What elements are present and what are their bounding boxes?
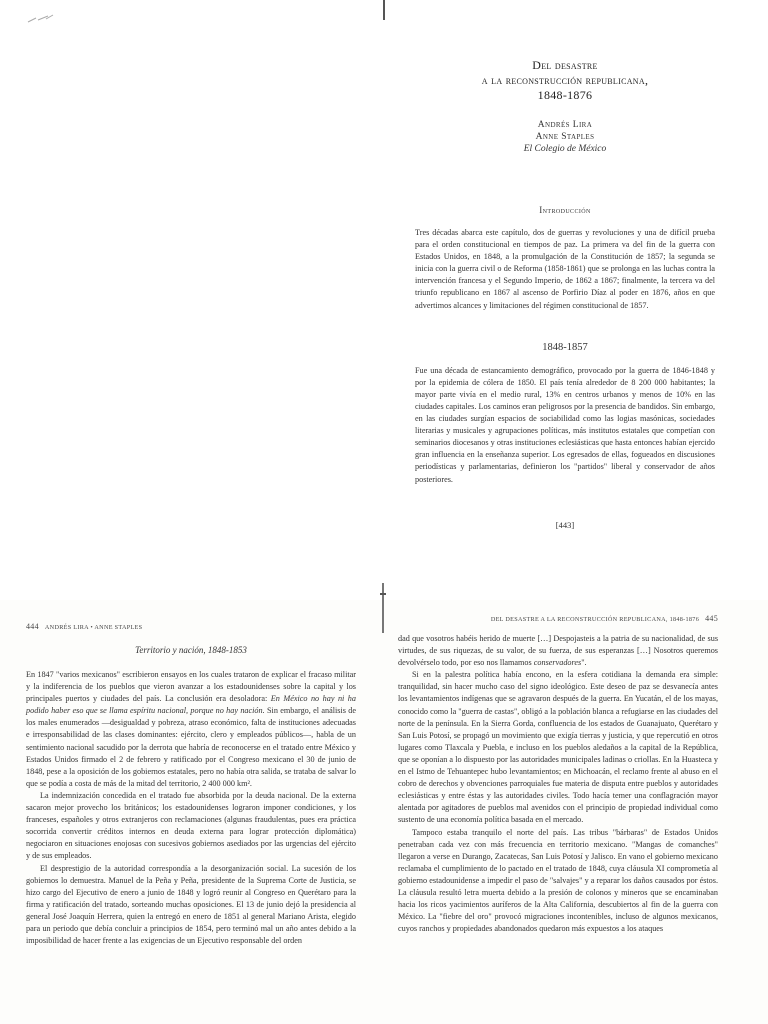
- right-page: [398, 614, 718, 935]
- left-page-body: [26, 669, 356, 947]
- page-number: [443]: [555, 519, 575, 530]
- text-run: Sin embargo, el análisis de los males enumerados —desigualdad y pobreza, atraso económico, falta de instituciones adecuadas e irresponsabilidad de las clases dominantes: ejército, clero y empleados públicos—, habla de un sentimiento nacional sacudido por la derrota que habría de reconocerse en el tratado entre México y Estados Unidos firmado el 2 de febrero y ratificado por el Congreso mexicano el 30 de junio de 1848, pese a la oposición de los gobiernos estatales, pero no había otra salida, se trataba de salvar lo que se podía a costa de más de la mitad del territorio, 2 400 000 km².: [26, 706, 356, 788]
- gutter-fold: [382, 583, 384, 633]
- paragraph: Fue una década de estancamiento demográfico, provocado por la guerra de 1846-1848 y por la epidemia de cólera de 1850. El país tenía alrededor de 8 200 000 habitantes; la mayor parte vivía en el medio rural, 13% en centros urbanos y menos de 10% en las ciudades capitales. Los caminos eran peligrosos por la presencia de bandidos. Sin embargo, en las ciudades surgían espacios de sociabilidad como las logias masónicas, sociedades literarias y musicales y agrupaciones políticas, más institutos estatales que competían con seminarios diocesanos y otras instituciones eclesiásticas que hasta entonces habían ejercido gran influencia en la enseñanza superior. Los egresados de ellas, fogueados en discusiones periodísticas y parlamentarias, definieron los "partidos" liberal y conservador de años posteriores.: [415, 365, 715, 484]
- section-paragraph: [415, 365, 715, 486]
- chapter-opening: [415, 58, 715, 530]
- text-run: dad que vosotros habéis herido de muerte […] Despojasteis a la patria de su nacionalidad, de sus virtudes, de sus riquezas, de su valor, de su fuerza, de sus esperanzas […] Nosotros queremos devolvérselo todo, por eso nos llamamos: [398, 634, 718, 668]
- gutter-tick: [380, 593, 386, 595]
- introduction-paragraph: [415, 227, 715, 312]
- paragraph: [26, 669, 356, 790]
- chapter-title: [415, 58, 715, 103]
- left-page: [26, 622, 356, 947]
- italic-text-run: En México no hay ni ha podido haber eso que se llama espíritu nacional, porque no hay nación.: [26, 694, 356, 716]
- author-name: Andrés Lira: [537, 120, 593, 130]
- introduction-heading: Introducción: [539, 205, 591, 215]
- pencil-mark-icon: [26, 12, 56, 26]
- chapter-title-line-1: Del desastre: [532, 58, 598, 72]
- text-run: ".: [581, 658, 587, 668]
- subsection-heading: Territorio y nación, 1848-1853: [135, 645, 247, 655]
- paragraph: Tampoco estaba tranquilo el norte del país. Las tribus "bárbaras" de Estados Unidos penetraban cada vez con más frecuencia en territorio mexicano. "Mangas de comanches" llegaron a verse en Durango, Zacatecas, San Luis Potosí y Jalisco. En vano el gobierno mexicano reclamaba el cumplimiento de lo pactado en el tratado de 1848, cuya cláusula XI comprometía al gobierno estadounidense a impedir el paso de "salvajes" y a reparar los daños causados por éstos. La cláusula resultó letra muerta debido a la presión de colonos y mineros que se encaminaban hacia los ricos yacimientos auríferos de la Alta California, descubiertos al fin de la guerra con México. La "fiebre del oro" provocó migraciones incontenibles, incluso de algunos mexicanos, cuyos ranchos y propiedades abandonados quedaron más expuestos a los ataques: [398, 827, 718, 934]
- page-number: 445: [705, 614, 718, 623]
- author-affiliation: El Colegio de México: [523, 144, 607, 154]
- paragraph: El desprestigio de la autoridad correspondía a la desorganización social. La sucesión de los gobiernos lo demuestra. Manuel de la Peña y Peña, presidente de la Suprema Corte de Justicia, se hizo cargo del Ejecutivo de enero a junio de 1848 y logró reunir al Congreso en Querétaro para la firma y ratificación del tratado, sorteando muchas oposiciones. El 13 de junio dejó la presidencia al general José Joaquín Herrera, quien la entregó en enero de 1851 al general Mariano Arista, elegido para un periodo que debía concluir a principios de 1854, pero terminó mal un año antes debido a la imposibilidad de hacer frente a las exigencias de un Ejecutivo responsable del orden: [26, 863, 356, 946]
- right-page-body: [398, 633, 718, 935]
- text-run: En 1847 "varios mexicanos" escribieron ensayos en los cuales trataron de explicar el fracaso militar y la indiferencia de los pueblos que vieron avanzar a los estadounidenses sobre la capital y los principales puertos y ciudades del país. La conclusión era desoladora:: [26, 670, 356, 704]
- paragraph: Si en la palestra política había encono, en la esfera cotidiana la demanda era simple: tranquilidad, sin hacer mucho caso del signo ideológico. Este deseo de paz se desvanecía antes los levantamientos indígenas que se agravaron después de la guerra. En Yucatán, el de los mayas, conocido como la "guerra de castas", obligó a la población blanca a refugiarse en las ciudades del norte de la península. En la Sierra Gorda, confluencia de los estados de Guanajuato, Querétaro y San Luis Potosí, se propagó un movimiento que exigía tierras y justicia, y que repercutió en otros lugares como Tlaxcala y Puebla, e incluso en los pueblos aledaños a la capital de la República, que se oponían a lo dispuesto por las autoridades municipales ladinas o criollas. En la Huasteca y en el Istmo de Tehuantepec hubo levantamientos; en Michoacán, el reclamo frente al abuso en el cobro de derechos y obvenciones parroquiales fue materia de disputa entre pueblos y autoridades eclesiásticas y entre éstas y las autoridades civiles. Todo hacía temer una conflagración mayor alentada por agitadores de pueblos mal avenidos con el principio de propiedad individual como sustento de una economía política basada en el mercado.: [398, 670, 718, 825]
- page-number: 444: [26, 622, 39, 631]
- chapter-title-line-3: 1848-1876: [537, 88, 593, 102]
- running-head-text: ANDRÉS LIRA • ANNE STAPLES: [44, 624, 143, 631]
- chapter-authors: [415, 119, 715, 155]
- paragraph: La indemnización concedida en el tratado fue absorbida por la deuda nacional. De la externa sacaron mejor provecho los británicos; los estadounidenses lograron imponer condiciones, y los franceses, españoles y otros extranjeros con reclamaciones (algunas fraudulentas, pues era práctica socorrida convertir créditos internos en deuda externa para lograr protección diplomática) negociaron en situaciones enojosas con sucesivos gobiernos asediados por las urgencias del ejército y de sus empleados.: [26, 790, 356, 861]
- gutter-mark: [383, 0, 385, 20]
- running-head: [398, 614, 718, 623]
- paragraph: Tres décadas abarca este capítulo, dos de guerras y revoluciones y una de difícil prueba para el orden constitucional en tiempos de paz. La primera va del fin de la guerra con Estados Unidos, en 1848, a la promulgación de la Constitución de 1857; la segunda se inicia con la guerra civil o de Reforma (1858-1861) que se prolonga en las luchas contra la intervención francesa y el Segundo Imperio, de 1862 a 1867; finalmente, la tercera va del triunfo republicano en 1867 al ascenso de Porfirio Díaz al poder en 1876, años en que advertimos alcances y limitaciones del régimen constitucional de 1857.: [415, 228, 715, 310]
- running-head-text: DEL DESASTRE A LA RECONSTRUCCIÓN REPUBLICANA, 1848-1876: [490, 616, 700, 623]
- italic-text-run: conservadores: [533, 658, 582, 668]
- section-heading: 1848-1857: [542, 341, 588, 353]
- author-name: Anne Staples: [535, 132, 595, 142]
- paragraph: [398, 633, 718, 669]
- running-head: [26, 622, 356, 631]
- chapter-title-line-2: a la reconstrucción republicana,: [481, 73, 649, 87]
